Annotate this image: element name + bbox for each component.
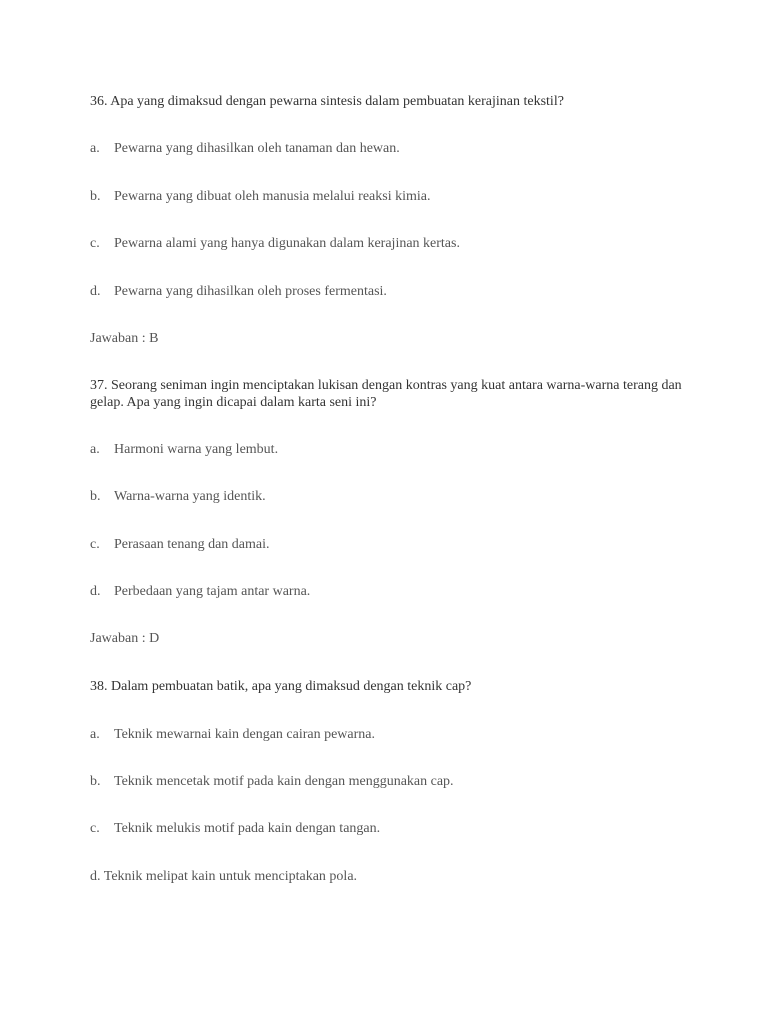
question-37-option-c (90, 536, 690, 553)
option-text: Pewarna yang dihasilkan oleh tanaman dan hewan. (114, 141, 400, 156)
question-36-option-d (90, 283, 690, 300)
question-38-option-c (90, 820, 690, 837)
option-letter: d. (90, 584, 101, 599)
option-letter: c. (90, 821, 100, 836)
option-text: Harmoni warna yang lembut. (114, 442, 279, 457)
option-letter: a. (90, 727, 100, 742)
question-36-option-c (90, 235, 690, 252)
option-letter: a. (90, 141, 100, 156)
option-text: Pewarna yang dihasilkan oleh proses fermentasi. (114, 284, 387, 299)
question-38-option-b (90, 773, 690, 790)
option-letter: c. (90, 236, 100, 251)
option-text: Teknik mencetak motif pada kain dengan menggunakan cap. (114, 774, 454, 789)
option-letter: b. (90, 189, 101, 204)
option-letter: c. (90, 537, 100, 552)
option-letter: a. (90, 442, 100, 457)
option-text: Warna-warna yang identik. (114, 489, 266, 504)
question-36-option-b (90, 188, 690, 205)
option-text: Pewarna yang dibuat oleh manusia melalui reaksi kimia. (114, 189, 431, 204)
option-text: Teknik melukis motif pada kain dengan tangan. (114, 821, 381, 836)
question-37-option-b (90, 488, 690, 505)
question-37-option-a (90, 441, 690, 458)
question-37-option-d (90, 583, 690, 600)
question-36-text: 36. Apa yang dimaksud dengan pewarna sintesis dalam pembuatan kerajinan tekstil? (90, 94, 564, 109)
question-38-option-a (90, 726, 690, 743)
option-text: Perbedaan yang tajam antar warna. (114, 584, 311, 599)
question-38-text: 38. Dalam pembuatan batik, apa yang dimaksud dengan teknik cap? (90, 679, 472, 694)
option-text: Pewarna alami yang hanya digunakan dalam kerajinan kertas. (114, 236, 460, 251)
question-37-answer: Jawaban : D (90, 631, 160, 646)
question-38-option-d: d. Teknik melipat kain untuk menciptakan pola. (90, 869, 358, 884)
question-36-answer: Jawaban : B (90, 331, 159, 346)
option-letter: d. (90, 284, 101, 299)
question-37-text: 37. Seorang seniman ingin menciptakan lukisan dengan kontras yang kuat antara warna-warna terang dan gelap. Apa yang ingin dicapai dalam karta seni ini? (90, 378, 682, 410)
option-letter: b. (90, 774, 101, 789)
option-letter: b. (90, 489, 101, 504)
option-text: Teknik mewarnai kain dengan cairan pewarna. (114, 727, 376, 742)
option-text: Perasaan tenang dan damai. (114, 537, 270, 552)
question-36-option-a (90, 140, 690, 157)
